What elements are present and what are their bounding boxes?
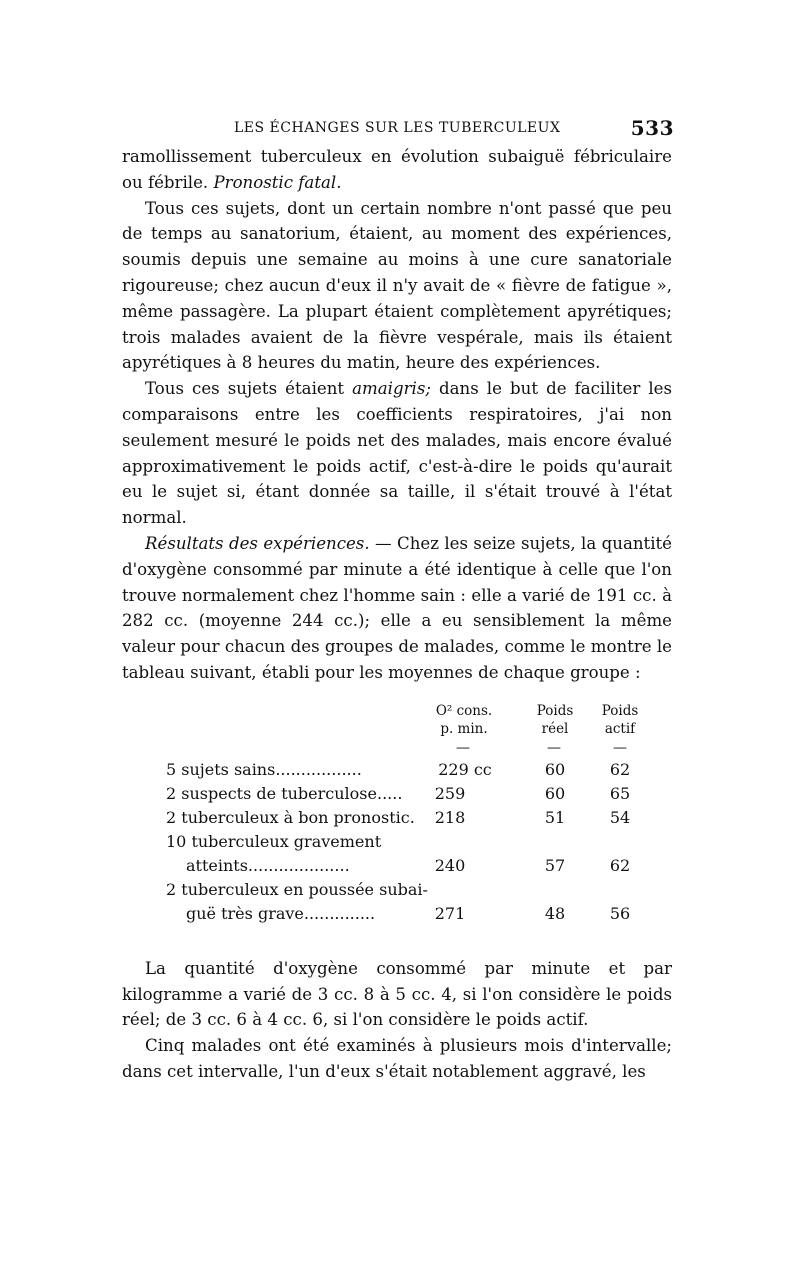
table-header-poids-reel-line2: réel xyxy=(541,720,569,737)
table-cell-o2: 229 cc xyxy=(438,759,492,779)
book-page xyxy=(122,116,672,1085)
table-cell-reel: 48 xyxy=(544,903,566,923)
body-text-top xyxy=(122,144,672,686)
paragraph-1-italic: Pronostic fatal. xyxy=(213,172,342,192)
paragraph-3-text-b: dans le but de faciliter les comparaisons entre les coefficients respiratoires, j'ai non seulement mesuré le poids net des malades, mais encore évalué approximativement le poids actif, c'est-à-dire le poids qu'aurait eu le sujet si, étant donnée sa taille, il s'était trouvé à l'état normal. xyxy=(122,379,672,528)
table-row-label: 5 sujets sains................. xyxy=(166,759,362,779)
table-cell-o2: 218 xyxy=(434,807,466,827)
paragraph-3 xyxy=(122,376,672,531)
table-cell-reel: 51 xyxy=(544,807,566,827)
paragraph-3-text-a: Tous ces sujets étaient xyxy=(145,379,345,399)
paragraph-1 xyxy=(122,144,672,196)
table-header-dash: — xyxy=(613,739,627,756)
table-header-o2-line2: p. min. xyxy=(440,720,488,737)
table-cell-actif: 56 xyxy=(609,903,631,923)
table-row-label: 2 suspects de tuberculose..... xyxy=(166,783,403,803)
table-cell-reel: 57 xyxy=(544,855,566,875)
paragraph-4 xyxy=(122,531,672,686)
table-cell-actif: 62 xyxy=(609,855,631,875)
table-cell-actif: 54 xyxy=(609,807,631,827)
table-header-dash: — xyxy=(547,739,561,756)
table-row-label: 10 tuberculeux gravement xyxy=(166,831,382,851)
table-header-poids-actif-line1: Poids xyxy=(601,702,639,719)
table-row-label: guë très grave.............. xyxy=(186,903,376,923)
table-header-poids-actif xyxy=(584,702,656,738)
paragraph-6: Cinq malades ont été examinés à plusieurs mois d'intervalle; dans cet intervalle, l'un d'eux s'était notablement aggravé, les xyxy=(122,1036,672,1081)
table-header-poids-reel xyxy=(519,702,591,738)
paragraph-1-text: ramollissement tuberculeux en évolution subaiguë fébriculaire ou fébrile. xyxy=(122,147,672,192)
table-header-o2 xyxy=(428,702,500,738)
table-cell-o2: 240 xyxy=(434,855,466,875)
table-header-poids-reel-line1: Poids xyxy=(536,702,574,719)
paragraph-3-italic: amaigris; xyxy=(352,379,431,399)
table-cell-actif: 65 xyxy=(609,783,631,803)
paragraph-4-italic: Résultats des expériences. xyxy=(145,533,370,553)
table-row-label: 2 tuberculeux en poussée subai- xyxy=(166,879,428,899)
results-table xyxy=(122,700,672,923)
table-row-label: atteints.................... xyxy=(186,855,350,875)
paragraph-2: Tous ces sujets, dont un certain nombre n'ont passé que peu de temps au sanatorium, étaient, au moment des expériences, soumis depuis une semaine au moins à une cure sanatoriale rigoureuse; chez aucun d'eux il n'y avait de « fièvre de fatigue », même passagère. La plupart étaient complètement apyrétiques; trois malades avaient de la fièvre vespérale, mais ils étaient apyrétiques à 8 heures du matin, heure des expériences. xyxy=(122,198,672,373)
table-cell-o2: 259 xyxy=(434,783,466,803)
page-number: 533 xyxy=(630,116,674,140)
table-header-dash: — xyxy=(456,739,470,756)
table-cell-reel: 60 xyxy=(544,783,566,803)
table-cell-reel: 60 xyxy=(544,759,566,779)
paragraph-4-text: — Chez les seize sujets, la quantité d'oxygène consommé par minute a été identique à celle que l'on trouve normalement chez l'homme sain : elle a varié de 191 cc. à 282 cc. (moyenne 244 cc.); elle a eu sensiblement la même valeur pour chacun des groupes de malades, comme le montre le tableau suivant, établi pour les moyennes de chaque groupe : xyxy=(122,533,672,682)
table-row-label: 2 tuberculeux à bon pronostic. xyxy=(166,807,415,827)
table-cell-actif: 62 xyxy=(609,759,631,779)
running-head xyxy=(122,116,672,144)
body-text-bottom xyxy=(122,956,672,1085)
table-cell-o2: 271 xyxy=(434,903,466,923)
paragraph-5: La quantité d'oxygène consommé par minute et par kilogramme a varié de 3 cc. 8 à 5 cc. 4, si l'on considère le poids réel; de 3 cc. 6 à 4 cc. 6, si l'on considère le poids actif. xyxy=(122,958,672,1030)
running-head-title: LES ÉCHANGES SUR LES TUBERCULEUX xyxy=(234,120,561,136)
table-header-o2-line1: O² cons. xyxy=(435,702,493,719)
table-header-poids-actif-line2: actif xyxy=(604,720,636,737)
